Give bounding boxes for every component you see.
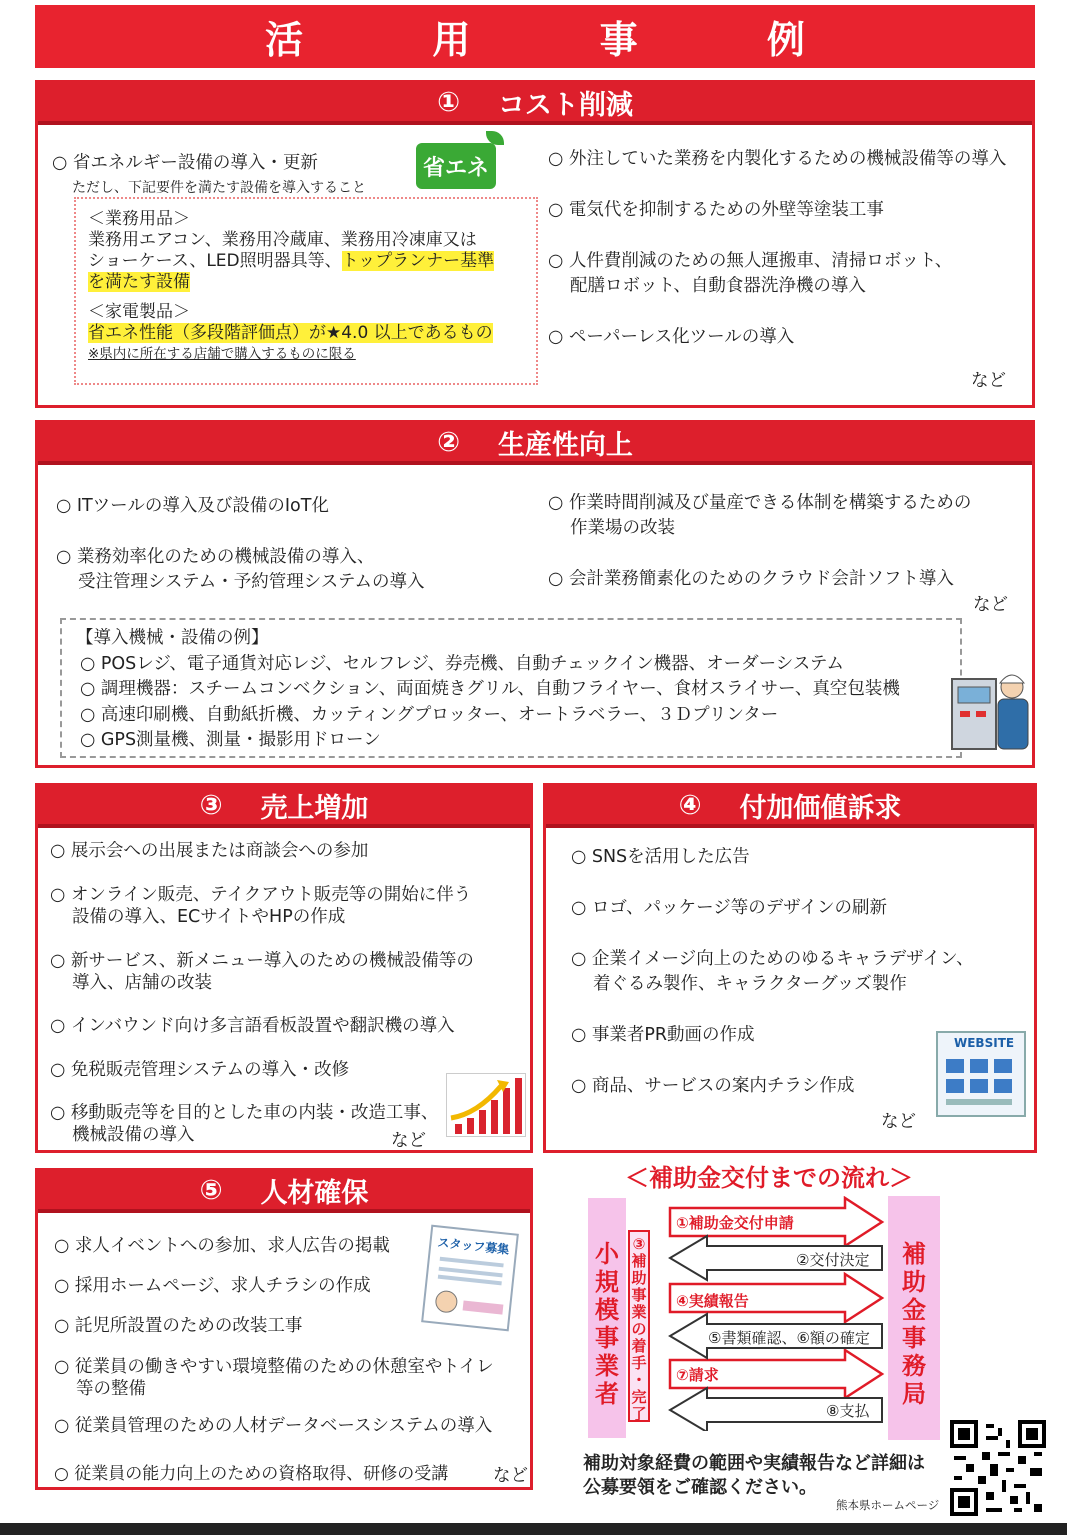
section-added-value: [543, 783, 1037, 1153]
section-header: [546, 786, 1034, 828]
list-item: ○ 高速印刷機、自動紙折機、カッティングプロッター、オートラベラー、３Ｄプリンター: [80, 705, 779, 725]
etc-label: など: [971, 371, 1006, 391]
list-item: ○ 求人イベントへの参加、求人広告の掲載: [54, 1236, 390, 1256]
section-number: ③: [199, 789, 223, 821]
section-header: [38, 1171, 530, 1213]
list-item: ○ 電気代を抑制するための外壁等塗装工事: [548, 200, 884, 220]
section-header: [38, 83, 1032, 125]
list-item: ○ 移動販売等を目的とした車の内装・改造工事、: [50, 1103, 439, 1123]
eco-badge-icon: 省エネ: [416, 143, 496, 189]
section-title: 売上増加: [260, 792, 369, 824]
list-item: 等の整備: [76, 1379, 146, 1399]
section-title: 生産性向上: [497, 429, 633, 461]
section-cost-reduction: [35, 80, 1035, 408]
website-icon: WEBSITE: [936, 1031, 1026, 1117]
list-item: ○ 外注していた業務を内製化するための機械設備等の導入: [548, 149, 1007, 169]
etc-label: など: [973, 595, 1008, 615]
page-title: 活 用 事 例: [35, 5, 1035, 68]
list-item: ○ 省エネルギー設備の導入・更新: [52, 153, 318, 173]
step-label: ⑧支払: [826, 1402, 870, 1420]
list-item: 機械設備の導入: [72, 1125, 195, 1145]
list-item: ○ 会計業務簡素化のためのクラウド会計ソフト導入: [548, 569, 954, 589]
requirements-text: ＜業務用品＞ 業務用エアコン、業務用冷蔵庫、業務用冷凍庫又は ショーケース、LED照明器具等、トップランナー基準 を満たす設備 ＜家電製品＞ 省エネ性能（多段階評価点）が★4.0 以上であるもの ※県内に所在する店舗で購入するものに限る: [88, 209, 495, 362]
footer-note: 補助対象経費の範囲や実績報告など詳細は 公募要領をご確認ください。: [583, 1453, 925, 1498]
flow-title: ＜補助金交付までの流れ＞: [625, 1164, 913, 1192]
step-label: ⑤書類確認、⑥額の確定: [708, 1329, 870, 1347]
list-item: ○ ペーパーレス化ツールの導入: [548, 327, 795, 347]
list-item: ○ 事業者PR動画の作成: [571, 1025, 755, 1045]
list-item: ○ 託児所設置のための改装工事: [54, 1316, 303, 1336]
section-number: ⑤: [199, 1174, 223, 1206]
note-text: ただし、下記要件を満たす設備を導入すること: [72, 180, 366, 196]
right-actor-label: 補 助 金 事 務 局: [902, 1240, 926, 1408]
section-productivity: [35, 420, 1035, 768]
section-title: コスト削減: [497, 89, 633, 121]
qr-code-icon[interactable]: [950, 1420, 1046, 1516]
section-staff-recruitment: [35, 1168, 533, 1490]
list-item: 受注管理システム・予約管理システムの導入: [78, 572, 425, 592]
growth-chart-icon: [446, 1073, 526, 1137]
left-actor-label: 小 規 模 事 業 者: [595, 1240, 619, 1408]
etc-label: など: [493, 1466, 528, 1486]
requirements-box: [74, 197, 538, 385]
list-item: 着ぐるみ製作、キャラクターグッズ製作: [593, 974, 907, 994]
step-label: ⑦請求: [676, 1366, 719, 1384]
list-item: ○ オンライン販売、テイクアウト販売等の開始に伴う: [50, 885, 472, 905]
list-item: ○ 作業時間削減及び量産できる体制を構築するための: [548, 493, 972, 513]
section-header: [38, 786, 530, 828]
list-item: ○ 採用ホームページ、求人チラシの作成: [54, 1276, 371, 1296]
list-item: ○ 企業イメージ向上のためのゆるキャラデザイン、: [571, 949, 974, 969]
list-item: ○ 人件費削減のための無人運搬車、清掃ロボット、: [548, 251, 953, 271]
list-item: ○ GPS測量機、測量・撮影用ドローン: [80, 730, 381, 750]
list-item: ○ 従業員管理のための人材データベースシステムの導入: [54, 1416, 493, 1436]
step-label: ④実績報告: [676, 1292, 749, 1310]
source-label: 熊本県ホームページ: [836, 1498, 940, 1512]
section-number: ④: [678, 789, 702, 821]
section-number: ①: [437, 86, 460, 118]
list-item: ○ 業務効率化のための機械設備の導入、: [56, 547, 375, 567]
list-item: ○ 新サービス、新メニュー導入のための機械設備等の: [50, 951, 474, 971]
list-item: ○ 従業員の能力向上のための資格取得、研修の受講: [54, 1464, 449, 1484]
section-title: 人材確保: [260, 1177, 369, 1209]
etc-label: など: [881, 1112, 916, 1132]
list-item: 設備の導入、ECサイトやHPの作成: [72, 907, 346, 927]
list-item: ○ SNSを活用した広告: [571, 847, 750, 867]
list-item: ○ ロゴ、パッケージ等のデザインの刷新: [571, 898, 888, 918]
step-label: ①補助金交付申請: [676, 1214, 794, 1232]
equipment-examples-box: [60, 618, 962, 758]
list-item: ○ 商品、サービスの案内チラシ作成: [571, 1076, 855, 1096]
box-heading: 【導入機械・設備の例】: [76, 628, 269, 648]
section-title: 付加価値訴求: [739, 792, 902, 824]
section-number: ②: [437, 426, 460, 458]
list-item: ○ POSレジ、電子通貨対応レジ、セルフレジ、券売機、自動チェックイン機器、オーダーシステム: [80, 654, 845, 674]
step-label: ②交付決定: [796, 1251, 870, 1269]
list-item: ○ 従業員の働きやすい環境整備のための休憩室やトイレ: [54, 1357, 494, 1377]
section-sales-increase: [35, 783, 533, 1153]
section-header: [38, 423, 1032, 465]
list-item: ○ 展示会への出展または商談会への参加: [50, 841, 369, 861]
list-item: ○ インバウンド向け多言語看板設置や翻訳機の導入: [50, 1016, 455, 1036]
worker-machine-illustration: [950, 659, 1032, 755]
bottom-bar: [0, 1523, 1067, 1535]
etc-label: など: [391, 1131, 426, 1151]
list-item: ○ ITツールの導入及び設備のIoT化: [56, 496, 329, 516]
list-item: 配膳ロボット、自動食器洗浄機の導入: [570, 276, 866, 296]
list-item: 導入、店舗の改装: [72, 973, 212, 993]
middle-step-box: ③ 補 助 事 業 の 着 手 ・ 完 了: [628, 1230, 650, 1422]
recruitment-poster-icon: スタッフ募集: [421, 1225, 519, 1332]
list-item: ○ 調理機器：スチームコンベクション、両面焼きグリル、自動フライヤー、食材スライサー、真空包装機: [80, 679, 900, 699]
list-item: ○ 免税販売管理システムの導入・改修: [50, 1060, 350, 1080]
list-item: 作業場の改装: [570, 518, 675, 538]
